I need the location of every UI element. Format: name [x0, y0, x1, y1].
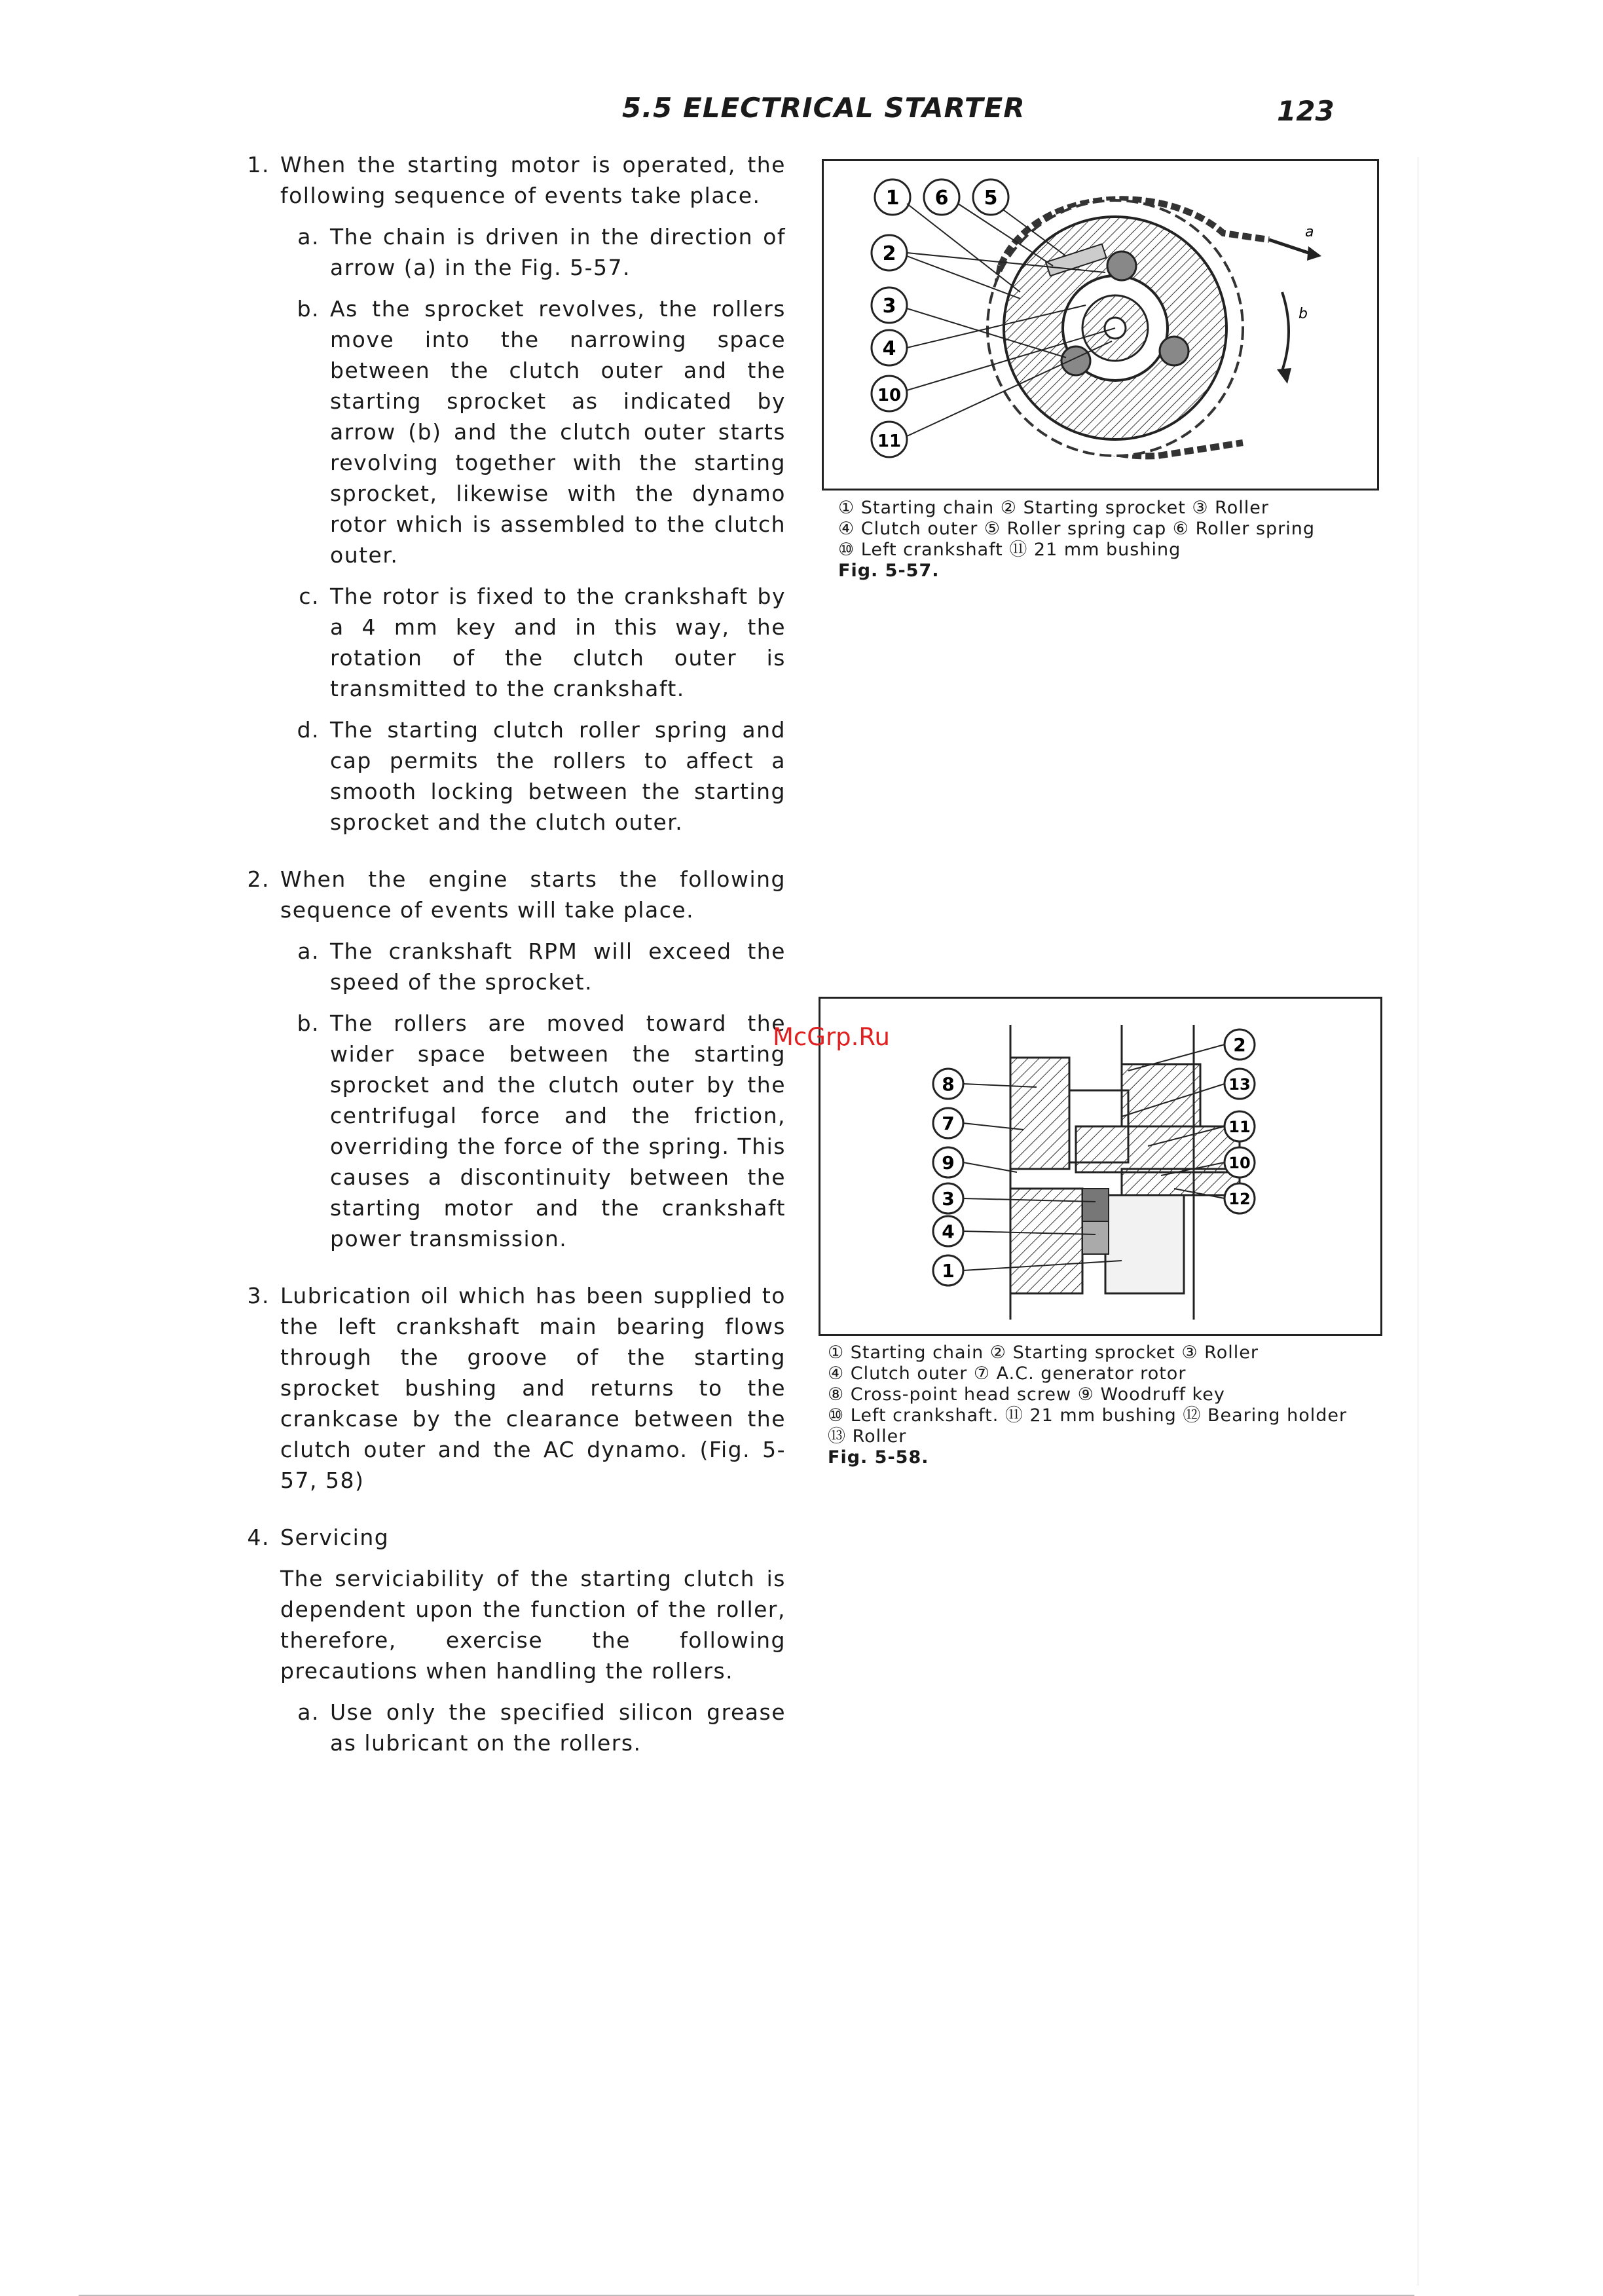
callout: 7 [942, 1113, 955, 1134]
subitem: d. The starting clutch roller spring and cap permits the rollers to affect a smooth locking between the starting sprocket and the clutch outer. [297, 717, 786, 835]
arrow-label-a: a [1305, 224, 1314, 240]
subitem: a. The crankshaft RPM will exceed the speed of the sprocket. [297, 938, 786, 995]
callout: 1 [885, 187, 900, 210]
subitem: b. The rollers are moved toward the wider space between the starting sprocket and the clutch outer by the centrifugal force and the friction, overriding the force of the spring. This causes a discontinuity between the starting motor and the crankshaft power transmission. [297, 1010, 786, 1251]
callout: 2 [882, 242, 896, 265]
figure-5-58 [819, 997, 1382, 1336]
callout: 3 [882, 295, 896, 318]
item-text: When the engine starts the following sequence of events will take place. [280, 866, 786, 923]
cross-section-diagram [820, 999, 1380, 1334]
figure-5-57 [822, 159, 1379, 491]
callout: 10 [1228, 1154, 1251, 1172]
callout: 6 [934, 187, 949, 210]
subitem: c. The rotor is fixed to the crankshaft by a 4 mm key and in this way, the rotation of the clutch outer is transmitted to the crankshaft. [299, 583, 786, 701]
item-text: Lubrication oil which has been supplied to the left crankshaft main bearing flows through the groove of the starting sprocket bushing and returns to the crankcase by the clearance between the clutch outer and the AC dynamo. (Fig. 5-57, 58) [280, 1283, 786, 1493]
callout: 2 [1233, 1034, 1246, 1056]
callout: 8 [942, 1073, 955, 1095]
body-text [223, 149, 786, 1777]
callout: 4 [882, 337, 896, 360]
list-item-1: 1. When the starting motor is operated, the following sequence of events take place. a. The chain is driven in the direction of arrow (a) in the Fig. 5-57. b. As the sprocket revolves, the rollers move into the narrowing space between the clutch outer and the starting sprocket as indicated by arrow (b) and the clutch outer starts revolving together with the starting sprocket, likewise with the dynamo rotor which is assembled to the clutch outer. c. The rotor is fixed to the crankshaft by a 4 mm key and in this way, the rotation of the clutch outer is transmitted to the crankshaft. d. The starting clutch roller spring and cap permits the rollers to affect a smooth locking between the starting sprocket and the clutch outer. [223, 149, 786, 838]
item-heading: Servicing [280, 1525, 390, 1550]
item-text: When the starting motor is operated, the following sequence of events take place. [280, 152, 786, 208]
callout: 13 [1228, 1075, 1251, 1094]
callout: 11 [877, 432, 902, 451]
item-text: The serviciability of the starting clutch is dependent upon the function of the roller, therefore, exercise the following precautions when handling the rollers. [280, 1566, 786, 1684]
arrow-label-b: b [1299, 306, 1308, 322]
callout: 9 [942, 1152, 955, 1174]
figure-5-57-caption: ① Starting chain ② Starting sprocket ③ Roller ④ Clutch outer ⑤ Roller spring cap ⑥ Roller spring ⑩ Left crankshaft ⑪ 21 mm bushing Fig. 5-57. [838, 498, 1316, 581]
callout: 5 [984, 187, 998, 210]
callout: 1 [942, 1260, 955, 1282]
callout: 4 [942, 1221, 955, 1242]
figure-label: Fig. 5-58. [828, 1447, 929, 1468]
figure-label: Fig. 5-57. [838, 561, 940, 581]
subitem: b. As the sprocket revolves, the rollers move into the narrowing space between the clutch outer and the starting sprocket as indicated by arrow (b) and the clutch outer starts revolving together with the starting sprocket, likewise with the dynamo rotor which is assembled to the clutch outer. [297, 296, 786, 568]
subitem: a. Use only the specified silicon grease as lubricant on the rollers. [297, 1699, 786, 1756]
page-number: 123 [1277, 95, 1335, 127]
sprocket-diagram [824, 161, 1377, 489]
list-item-2: 2. When the engine starts the following sequence of events will take place. a. The crankshaft RPM will exceed the speed of the sprocket. b. The rollers are moved toward the wider space between the starting sprocket and the clutch outer by the centrifugal force and the friction, overriding the force of the spring. This causes a discontinuity between the starting motor and the crankshaft power transmission. [223, 864, 786, 1254]
list-item-3: 3. Lubrication oil which has been supplied to the left crankshaft main bearing flows through the groove of the starting sprocket bushing and returns to the crankcase by the clearance between the clutch outer and the AC dynamo. (Fig. 5-57, 58) [223, 1280, 786, 1496]
subitem: a. The chain is driven in the direction of arrow (a) in the Fig. 5-57. [297, 224, 786, 280]
section-title: 5.5 ELECTRICAL STARTER [622, 92, 1025, 124]
watermark: McGrp.Ru [773, 1023, 890, 1051]
callout: 11 [1228, 1118, 1251, 1136]
callout: 3 [942, 1188, 955, 1210]
figure-5-58-caption: ① Starting chain ② Starting sprocket ③ Roller ④ Clutch outer ⑦ A.C. generator rotor ⑧ Cross-point head screw ⑨ Woodruff key ⑩ Left crankshaft. ⑪ 21 mm bushing ⑫ Bearing holder ⑬ Roller Fig. 5-58. [828, 1342, 1348, 1468]
list-item-4: 4. Servicing The serviciability of the starting clutch is dependent upon the function of the roller, therefore, exercise the following precautions when handling the rollers. a. Use only the specified silicon grease as lubricant on the rollers. [223, 1522, 786, 1758]
callout: 12 [1228, 1190, 1251, 1208]
callout: 10 [877, 386, 902, 405]
